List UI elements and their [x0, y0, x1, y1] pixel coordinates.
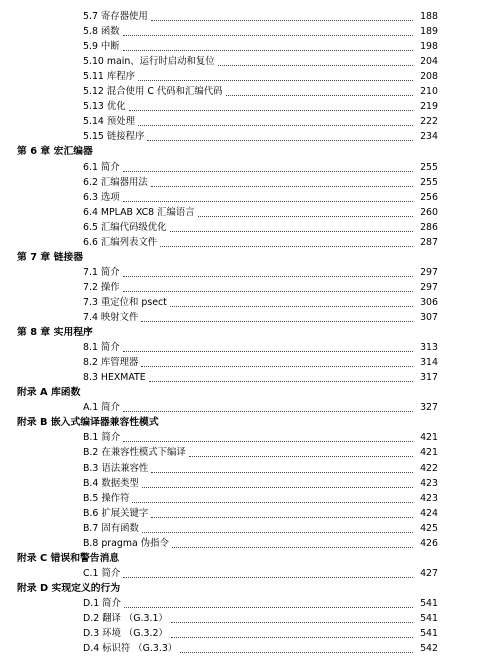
toc-entry-page-number: 204 — [420, 56, 438, 68]
toc-entry-page-number: 541 — [420, 597, 438, 609]
dot-leader — [189, 447, 413, 457]
toc-entry[interactable] — [83, 100, 438, 114]
dot-leader — [171, 628, 413, 638]
chapter-heading: 附录 B 嵌入式编译器兼容性模式 — [17, 417, 159, 429]
toc-entry-label: D.1 简介 — [83, 597, 121, 609]
toc-entry-page-number: 287 — [420, 236, 438, 248]
toc-entry-page-number: 423 — [420, 492, 438, 504]
toc-entry-label: B.2 在兼容性模式下编译 — [83, 447, 186, 459]
toc-entry[interactable] — [83, 356, 438, 370]
toc-entry-label: D.2 翻译 （G.3.1） — [83, 613, 168, 624]
dot-leader — [123, 162, 413, 172]
dot-leader — [142, 523, 413, 533]
toc-entry[interactable] — [83, 130, 438, 144]
toc-entry[interactable] — [83, 236, 438, 250]
toc-entry-label: 5.10 main、运行时启动和复位 — [83, 56, 215, 68]
toc-entry[interactable] — [83, 176, 438, 190]
toc-entry[interactable] — [83, 597, 438, 611]
chapter-heading: 附录 D 实现定义的行为 — [17, 582, 121, 594]
dot-leader — [123, 267, 413, 277]
dot-leader — [180, 643, 413, 653]
toc-entry-label: D.3 环境 （G.3.2） — [83, 628, 168, 640]
toc-entry-page-number: 541 — [420, 613, 438, 624]
toc-entry-label: B.4 数据类型 — [83, 477, 139, 489]
toc-entry-label: 6.2 汇编器用法 — [83, 176, 148, 188]
toc-entry-page-number: 423 — [420, 477, 438, 489]
toc-entry-page-number: 260 — [420, 206, 438, 218]
toc-entry-label: B.3 语法兼容性 — [83, 462, 149, 474]
toc-entry-page-number: 297 — [420, 266, 438, 278]
toc-entry-page-number: 297 — [420, 281, 438, 293]
toc-entry[interactable] — [83, 431, 438, 445]
dot-leader — [129, 101, 413, 111]
toc-entry-page-number: 427 — [420, 567, 438, 579]
toc-entry[interactable] — [83, 642, 438, 656]
toc-entry-page-number: 219 — [420, 101, 438, 113]
toc-entry-page-number: 421 — [420, 447, 438, 459]
toc-entry[interactable] — [83, 401, 438, 415]
toc-entry-page-number: 313 — [420, 342, 438, 354]
toc-entry-page-number: 422 — [420, 462, 438, 474]
toc-entry-label: 5.14 预处理 — [83, 116, 135, 128]
toc-entry[interactable] — [83, 40, 438, 54]
toc-entry[interactable] — [83, 161, 438, 175]
toc-entry[interactable] — [83, 266, 438, 280]
toc-entry-page-number: 327 — [420, 402, 438, 414]
toc-entry-label: B.5 操作符 — [83, 492, 130, 504]
toc-entry-page-number: 541 — [420, 628, 438, 640]
toc-entry-page-number: 314 — [420, 357, 438, 369]
toc-entry-label: 6.5 汇编代码级优化 — [83, 221, 167, 233]
toc-entry-label: 5.12 混合使用 C 代码和汇编代码 — [83, 86, 223, 98]
toc-entry-page-number: 542 — [420, 643, 438, 655]
dot-leader — [226, 86, 414, 96]
dot-leader — [170, 222, 413, 232]
dot-leader — [123, 26, 413, 36]
toc-entry-label: B.6 扩展关键字 — [83, 507, 149, 519]
chapter-heading: 第 8 章 实用程序 — [17, 327, 93, 339]
dot-leader — [124, 598, 413, 608]
toc-entry-page-number: 425 — [420, 522, 438, 534]
chapter-heading: 附录 C 错误和警告消息 — [17, 552, 120, 564]
dot-leader — [138, 71, 413, 81]
toc-entry[interactable] — [83, 507, 438, 521]
toc-entry-label: 7.4 映射文件 — [83, 312, 139, 323]
toc-entry-page-number: 317 — [420, 372, 438, 384]
toc-entry-label: 7.2 操作 — [83, 281, 120, 293]
toc-entry-page-number: 189 — [420, 26, 438, 38]
toc-entry-label: 5.11 库程序 — [83, 71, 135, 83]
toc-entry-label: 6.6 汇编列表文件 — [83, 236, 158, 248]
toc-entry-label: C.1 简介 — [83, 567, 121, 579]
toc-entry[interactable] — [83, 206, 438, 220]
toc-entry[interactable] — [83, 70, 438, 84]
dot-leader — [123, 41, 413, 51]
toc-entry[interactable] — [83, 191, 438, 205]
toc-entry-page-number: 208 — [420, 71, 438, 83]
dot-leader — [147, 131, 413, 141]
dot-leader — [170, 297, 413, 307]
toc-entry[interactable] — [83, 567, 438, 581]
toc-entry-label: 5.13 优化 — [83, 101, 126, 113]
toc-entry-label: A.1 简介 — [83, 402, 120, 414]
toc-entry-label: 7.3 重定位和 psect — [83, 296, 167, 308]
dot-leader — [123, 432, 413, 442]
dot-leader — [172, 538, 413, 548]
toc-entry-page-number: 426 — [420, 537, 438, 549]
toc-entry-label: 6.1 简介 — [83, 161, 120, 173]
toc-entry-page-number: 424 — [420, 507, 438, 519]
toc-entry[interactable] — [83, 281, 438, 295]
toc-entry[interactable] — [83, 115, 438, 129]
toc-entry-label: 6.4 MPLAB XC8 汇编语言 — [83, 206, 195, 218]
toc-entry-page-number: 421 — [420, 432, 438, 444]
toc-entry-label: 8.3 HEXMATE — [83, 372, 146, 384]
toc-entry-page-number: 286 — [420, 221, 438, 233]
toc-entry-label: B.1 简介 — [83, 432, 121, 444]
dot-leader — [151, 508, 413, 518]
dot-leader — [141, 357, 413, 367]
toc-entry[interactable] — [83, 311, 438, 325]
toc-entry-label: 7.1 简介 — [83, 266, 120, 278]
toc-entry-page-number: 234 — [420, 131, 438, 143]
dot-leader — [198, 207, 413, 217]
toc-entry[interactable] — [83, 221, 438, 235]
toc-entry[interactable] — [83, 371, 438, 385]
chapter-heading: 附录 A 库函数 — [17, 387, 81, 399]
toc-entry-label: 6.3 选项 — [83, 191, 120, 203]
dot-leader — [149, 372, 413, 382]
toc-entry[interactable] — [83, 492, 438, 506]
toc-entry-page-number: 306 — [420, 296, 438, 308]
chapter-heading: 第 7 章 链接器 — [17, 251, 84, 263]
toc-entry-page-number: 256 — [420, 191, 438, 203]
toc-entry-label: B.7 固有函数 — [83, 522, 139, 534]
toc-entry-label: 5.15 链接程序 — [83, 131, 145, 143]
dot-leader — [171, 613, 413, 623]
toc-entry[interactable] — [83, 537, 438, 551]
toc-entry-page-number: 222 — [420, 116, 438, 128]
toc-entry[interactable] — [83, 627, 438, 641]
dot-leader — [123, 192, 413, 202]
toc-entry[interactable] — [83, 85, 438, 99]
dot-leader — [123, 568, 413, 578]
toc-entry-label: D.4 标识符 （G.3.3） — [83, 643, 178, 655]
toc-entry-label: 8.1 简介 — [83, 342, 120, 354]
dot-leader — [123, 282, 413, 292]
toc-entry-page-number: 255 — [420, 161, 438, 173]
toc-entry-page-number: 255 — [420, 176, 438, 188]
toc-entry[interactable] — [83, 25, 438, 39]
toc-entry-label: B.8 pragma 伪指令 — [83, 537, 169, 549]
dot-leader — [151, 11, 413, 21]
toc-entry[interactable] — [83, 462, 438, 476]
dot-leader — [123, 342, 413, 352]
dot-leader — [218, 56, 413, 66]
chapter-heading: 第 6 章 宏汇编器 — [17, 146, 93, 158]
toc-entry[interactable] — [83, 55, 438, 69]
toc-entry[interactable] — [83, 477, 438, 491]
dot-leader — [151, 463, 413, 473]
dot-leader — [141, 312, 413, 322]
dot-leader — [123, 402, 413, 412]
toc-entry-label: 5.8 函数 — [83, 26, 120, 38]
toc-entry-page-number: 210 — [420, 86, 438, 98]
dot-leader — [132, 493, 413, 503]
toc-entry-page-number: 188 — [420, 11, 438, 22]
toc-entry[interactable] — [83, 522, 438, 536]
dot-leader — [138, 116, 413, 126]
dot-leader — [160, 237, 413, 247]
toc-entry-label: 5.9 中断 — [83, 41, 120, 53]
toc-entry-label: 5.7 寄存器使用 — [83, 11, 148, 22]
dot-leader — [142, 478, 413, 488]
toc-entry-page-number: 307 — [420, 312, 438, 323]
toc-entry[interactable] — [83, 446, 438, 460]
toc-entry[interactable] — [83, 296, 438, 310]
toc-entry-label: 8.2 库管理器 — [83, 357, 139, 369]
toc-entry[interactable] — [83, 612, 438, 626]
toc-entry-page-number: 198 — [420, 41, 438, 53]
toc-entry[interactable] — [83, 10, 438, 24]
toc-entry[interactable] — [83, 341, 438, 355]
dot-leader — [151, 177, 413, 187]
